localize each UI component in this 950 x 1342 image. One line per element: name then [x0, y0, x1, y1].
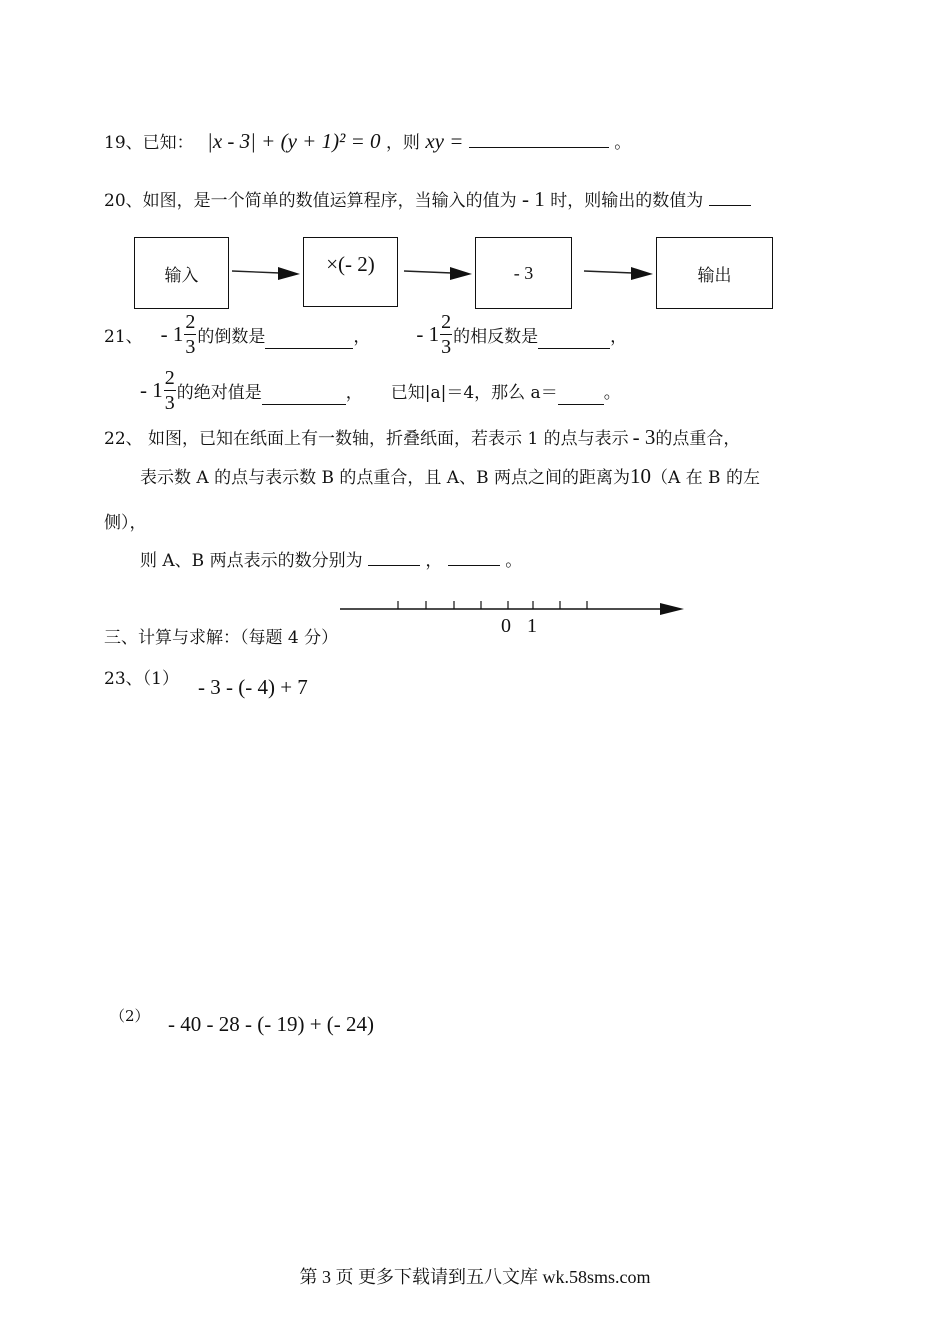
q21-blank-absolute[interactable] — [262, 390, 346, 405]
q20-text2: 时，则输出的数值为 — [550, 191, 704, 211]
question-22-line4: 则 A、B 两点表示的数分别为 ， 。 — [140, 551, 523, 571]
number-line — [330, 592, 700, 642]
number-line-ticks — [398, 601, 587, 609]
q21-fraction-2: - 1 $\frac{2}{3}$ — [416, 311, 452, 358]
q21-blank-opposite[interactable] — [538, 334, 610, 349]
flow-arrow-3 — [584, 267, 653, 280]
question-21-line2 — [140, 368, 621, 413]
q19-formula: |x - 3| + (y + 1)² = 0 — [207, 129, 381, 153]
q22-value2: 10 — [629, 464, 651, 488]
q21-comma3: ， — [345, 383, 363, 403]
q23-label-2: （2） — [110, 1007, 150, 1025]
question-22-line2: 表示数 A 的点与表示数 B 的点重合，且 A、B 两点之间的距离为10（A 在 B 的左 — [140, 464, 760, 488]
flow-arrow-2 — [404, 267, 472, 280]
q22-blank-a[interactable] — [368, 551, 420, 566]
q20-value: - 1 — [522, 187, 545, 211]
q19-mid: ，则 — [385, 133, 420, 153]
question-22-line3: 侧）， — [104, 513, 147, 533]
q22-blank-b[interactable] — [448, 551, 500, 566]
number-line-label-0: 0 — [501, 615, 511, 637]
q19-target: xy = — [425, 129, 464, 153]
q19-label: 19、已知： — [104, 133, 194, 153]
q21-end: 。 — [603, 383, 621, 403]
flow-box-input-label: 输入 — [164, 265, 199, 286]
number-line-arrow-icon — [660, 603, 684, 615]
flow-box-multiply-label: ×(- 2) — [326, 252, 375, 276]
q23-label: 23、（1） — [104, 669, 179, 689]
q21-part2: 的相反数是 — [453, 327, 539, 347]
question-21-line1 — [104, 312, 627, 357]
page-footer: 第 3 页 更多下载请到五八文库 wk.58sms.com — [299, 1267, 651, 1287]
flow-box-output-label: 输出 — [697, 265, 732, 286]
q21-blank-a[interactable] — [558, 390, 604, 405]
flow-box-subtract-label: - 3 — [513, 262, 534, 283]
q21-part4: 已知|a|＝4，那么 a＝ — [390, 383, 558, 403]
q22-value1: - 3 — [632, 425, 656, 449]
q21-blank-reciprocal[interactable] — [265, 334, 353, 349]
q19-end: 。 — [614, 133, 632, 153]
question-22-line1: 22、 如图，已知在纸面上有一数轴，折叠纸面，若表示 1 的点与表示 - 3的点重合， — [104, 425, 741, 449]
q20-text: 20、如图，是一个简单的数值运算程序，当输入的值为 — [104, 191, 517, 211]
flow-arrows — [0, 0, 950, 340]
q21-part1: 的倒数是 — [197, 327, 266, 347]
q21-comma1: ， — [353, 327, 371, 347]
q21-fraction-1: - 1 $\frac{2}{3}$ — [160, 311, 196, 358]
q21-comma2: ， — [610, 327, 628, 347]
flow-arrow-1 — [232, 267, 300, 280]
q21-fraction-3: - 1 $\frac{2}{3}$ — [140, 367, 175, 414]
q21-label: 21、 — [104, 327, 143, 347]
q23-expression-2: - 40 - 28 - (- 19) + (- 24) — [168, 1012, 375, 1036]
number-line-label-1: 1 — [527, 615, 537, 637]
q21-part3: 的绝对值是 — [176, 383, 262, 403]
q23-expression-1: - 3 - (- 4) + 7 — [198, 675, 308, 699]
section-3-heading: 三、计算与求解：（每题 4 分） — [104, 628, 339, 648]
